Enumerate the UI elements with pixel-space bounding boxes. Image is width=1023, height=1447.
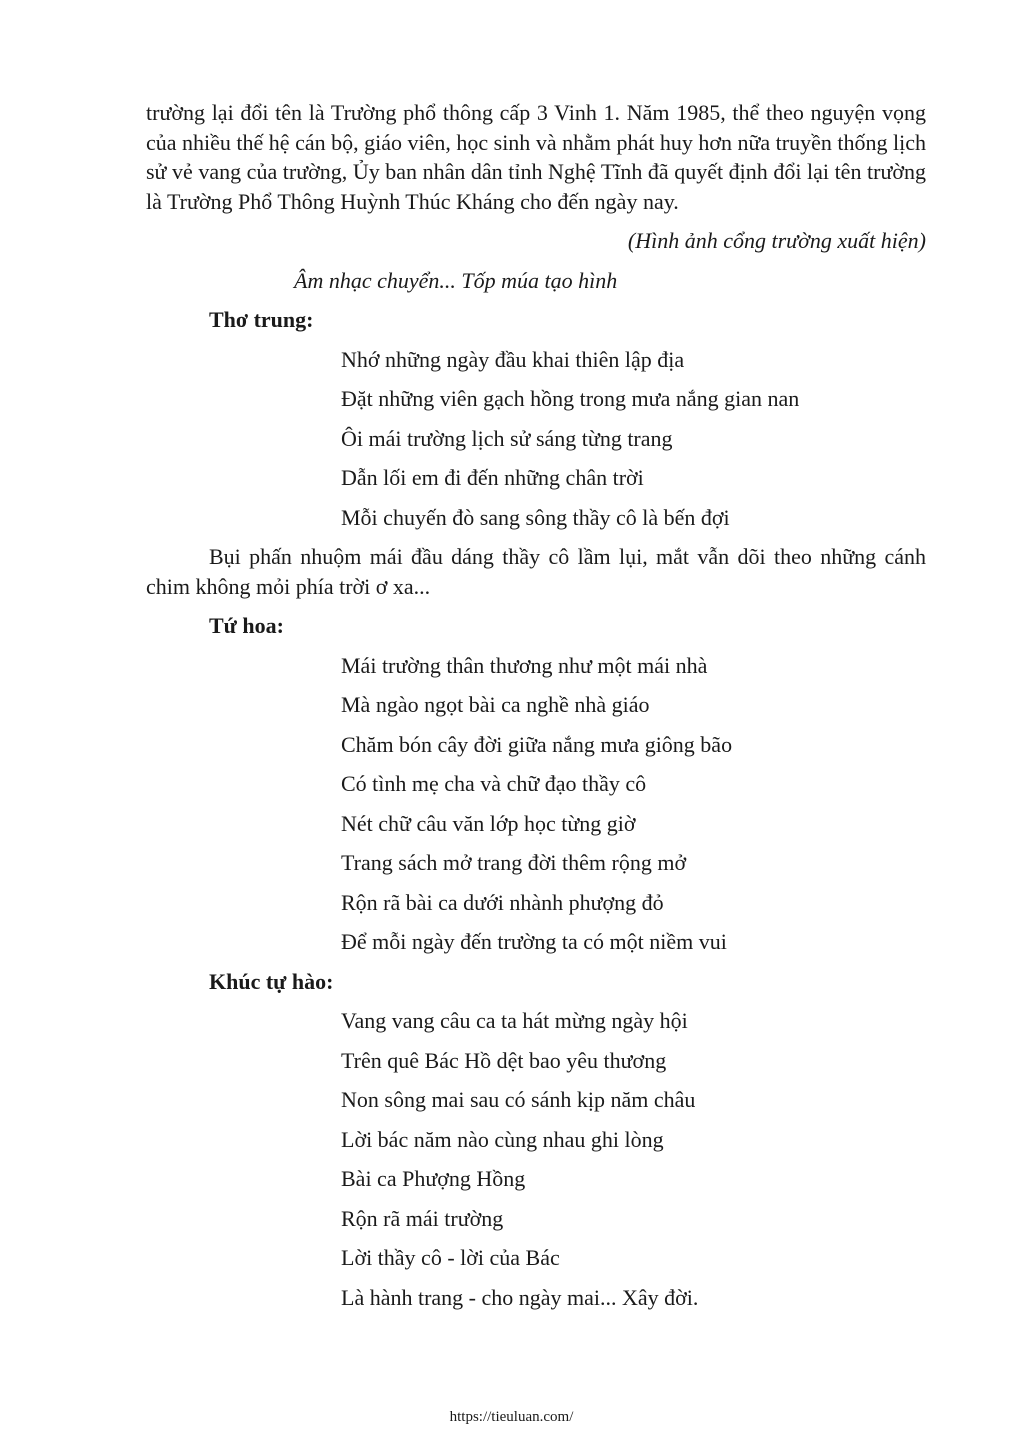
document-page (146, 98, 926, 1312)
verse-line: Chăm bón cây đời giữa nắng mưa giông bão (341, 731, 733, 757)
speaker-heading: Thơ trung: (209, 307, 314, 332)
narration-paragraph: Bụi phấn nhuộm mái đầu dáng thầy cô lầm lụi, mắt vẫn dõi theo những cánh chim không mỏi phía trời ơ xa... (146, 544, 926, 599)
verse-line: Là hành trang - cho ngày mai... Xây đời. (341, 1284, 699, 1310)
verse-line: Lời bác năm nào cùng nhau ghi lòng (341, 1126, 664, 1152)
speaker-heading: Tứ hoa: (209, 613, 284, 638)
verse-line: Để mỗi ngày đến trường ta có một niềm vui (341, 929, 727, 954)
verse-line: Đặt những viên gạch hồng trong mưa nắng gian nan (341, 386, 800, 411)
verse-line: Bài ca Phượng Hồng (341, 1166, 526, 1191)
footer-url[interactable]: https://tieuluan.com/ (449, 1409, 574, 1425)
verse-line: Ôi mái trường lịch sử sáng từng trang (341, 425, 673, 451)
verse-line: Trang sách mở trang đời thêm rộng mở (341, 850, 687, 875)
stage-direction-music: Âm nhạc chuyển... Tốp múa tạo hình (294, 267, 618, 293)
verse-line: Nét chữ câu văn lớp học từng giờ (341, 810, 636, 836)
verse-line: Mà ngào ngọt bài ca nghề nhà giáo (341, 692, 650, 717)
verse-line: Trên quê Bác Hồ dệt bao yêu thương (341, 1047, 667, 1073)
verse-line: Lời thầy cô - lời của Bác (341, 1245, 560, 1270)
verse-line: Có tình mẹ cha và chữ đạo thầy cô (341, 771, 647, 796)
verse-line: Dẫn lối em đi đến những chân trời (341, 465, 644, 490)
verse-line: Mỗi chuyến đò sang sông thầy cô là bến đợi (341, 504, 730, 530)
intro-paragraph: trường lại đổi tên là Trường phổ thông cấp 3 Vinh 1. Năm 1985, thể theo nguyện vọng của nhiều thế hệ cán bộ, giáo viên, học sinh và nhằm phát huy hơn nữa truyền thống lịch sử vẻ vang của trường, Ủy ban nhân dân tỉnh Nghệ Tĩnh đã quyết định đổi lại tên trường là Trường Phổ Thông Huỳnh Thúc Kháng cho đến ngày nay. (146, 100, 926, 214)
verse-line: Non sông mai sau có sánh kịp năm châu (341, 1087, 696, 1112)
verse-line: Mái trường thân thương như một mái nhà (341, 652, 708, 678)
verse-line: Rộn rã mái trường (341, 1205, 504, 1231)
verse-line: Nhớ những ngày đầu khai thiên lập địa (341, 346, 685, 372)
verse-line: Rộn rã bài ca dưới nhành phượng đỏ (341, 889, 664, 915)
speaker-heading: Khúc tự hào: (209, 968, 334, 994)
stage-direction-gate: (Hình ảnh cổng trường xuất hiện) (627, 228, 926, 253)
verse-line: Vang vang câu ca ta hát mừng ngày hội (341, 1008, 688, 1033)
